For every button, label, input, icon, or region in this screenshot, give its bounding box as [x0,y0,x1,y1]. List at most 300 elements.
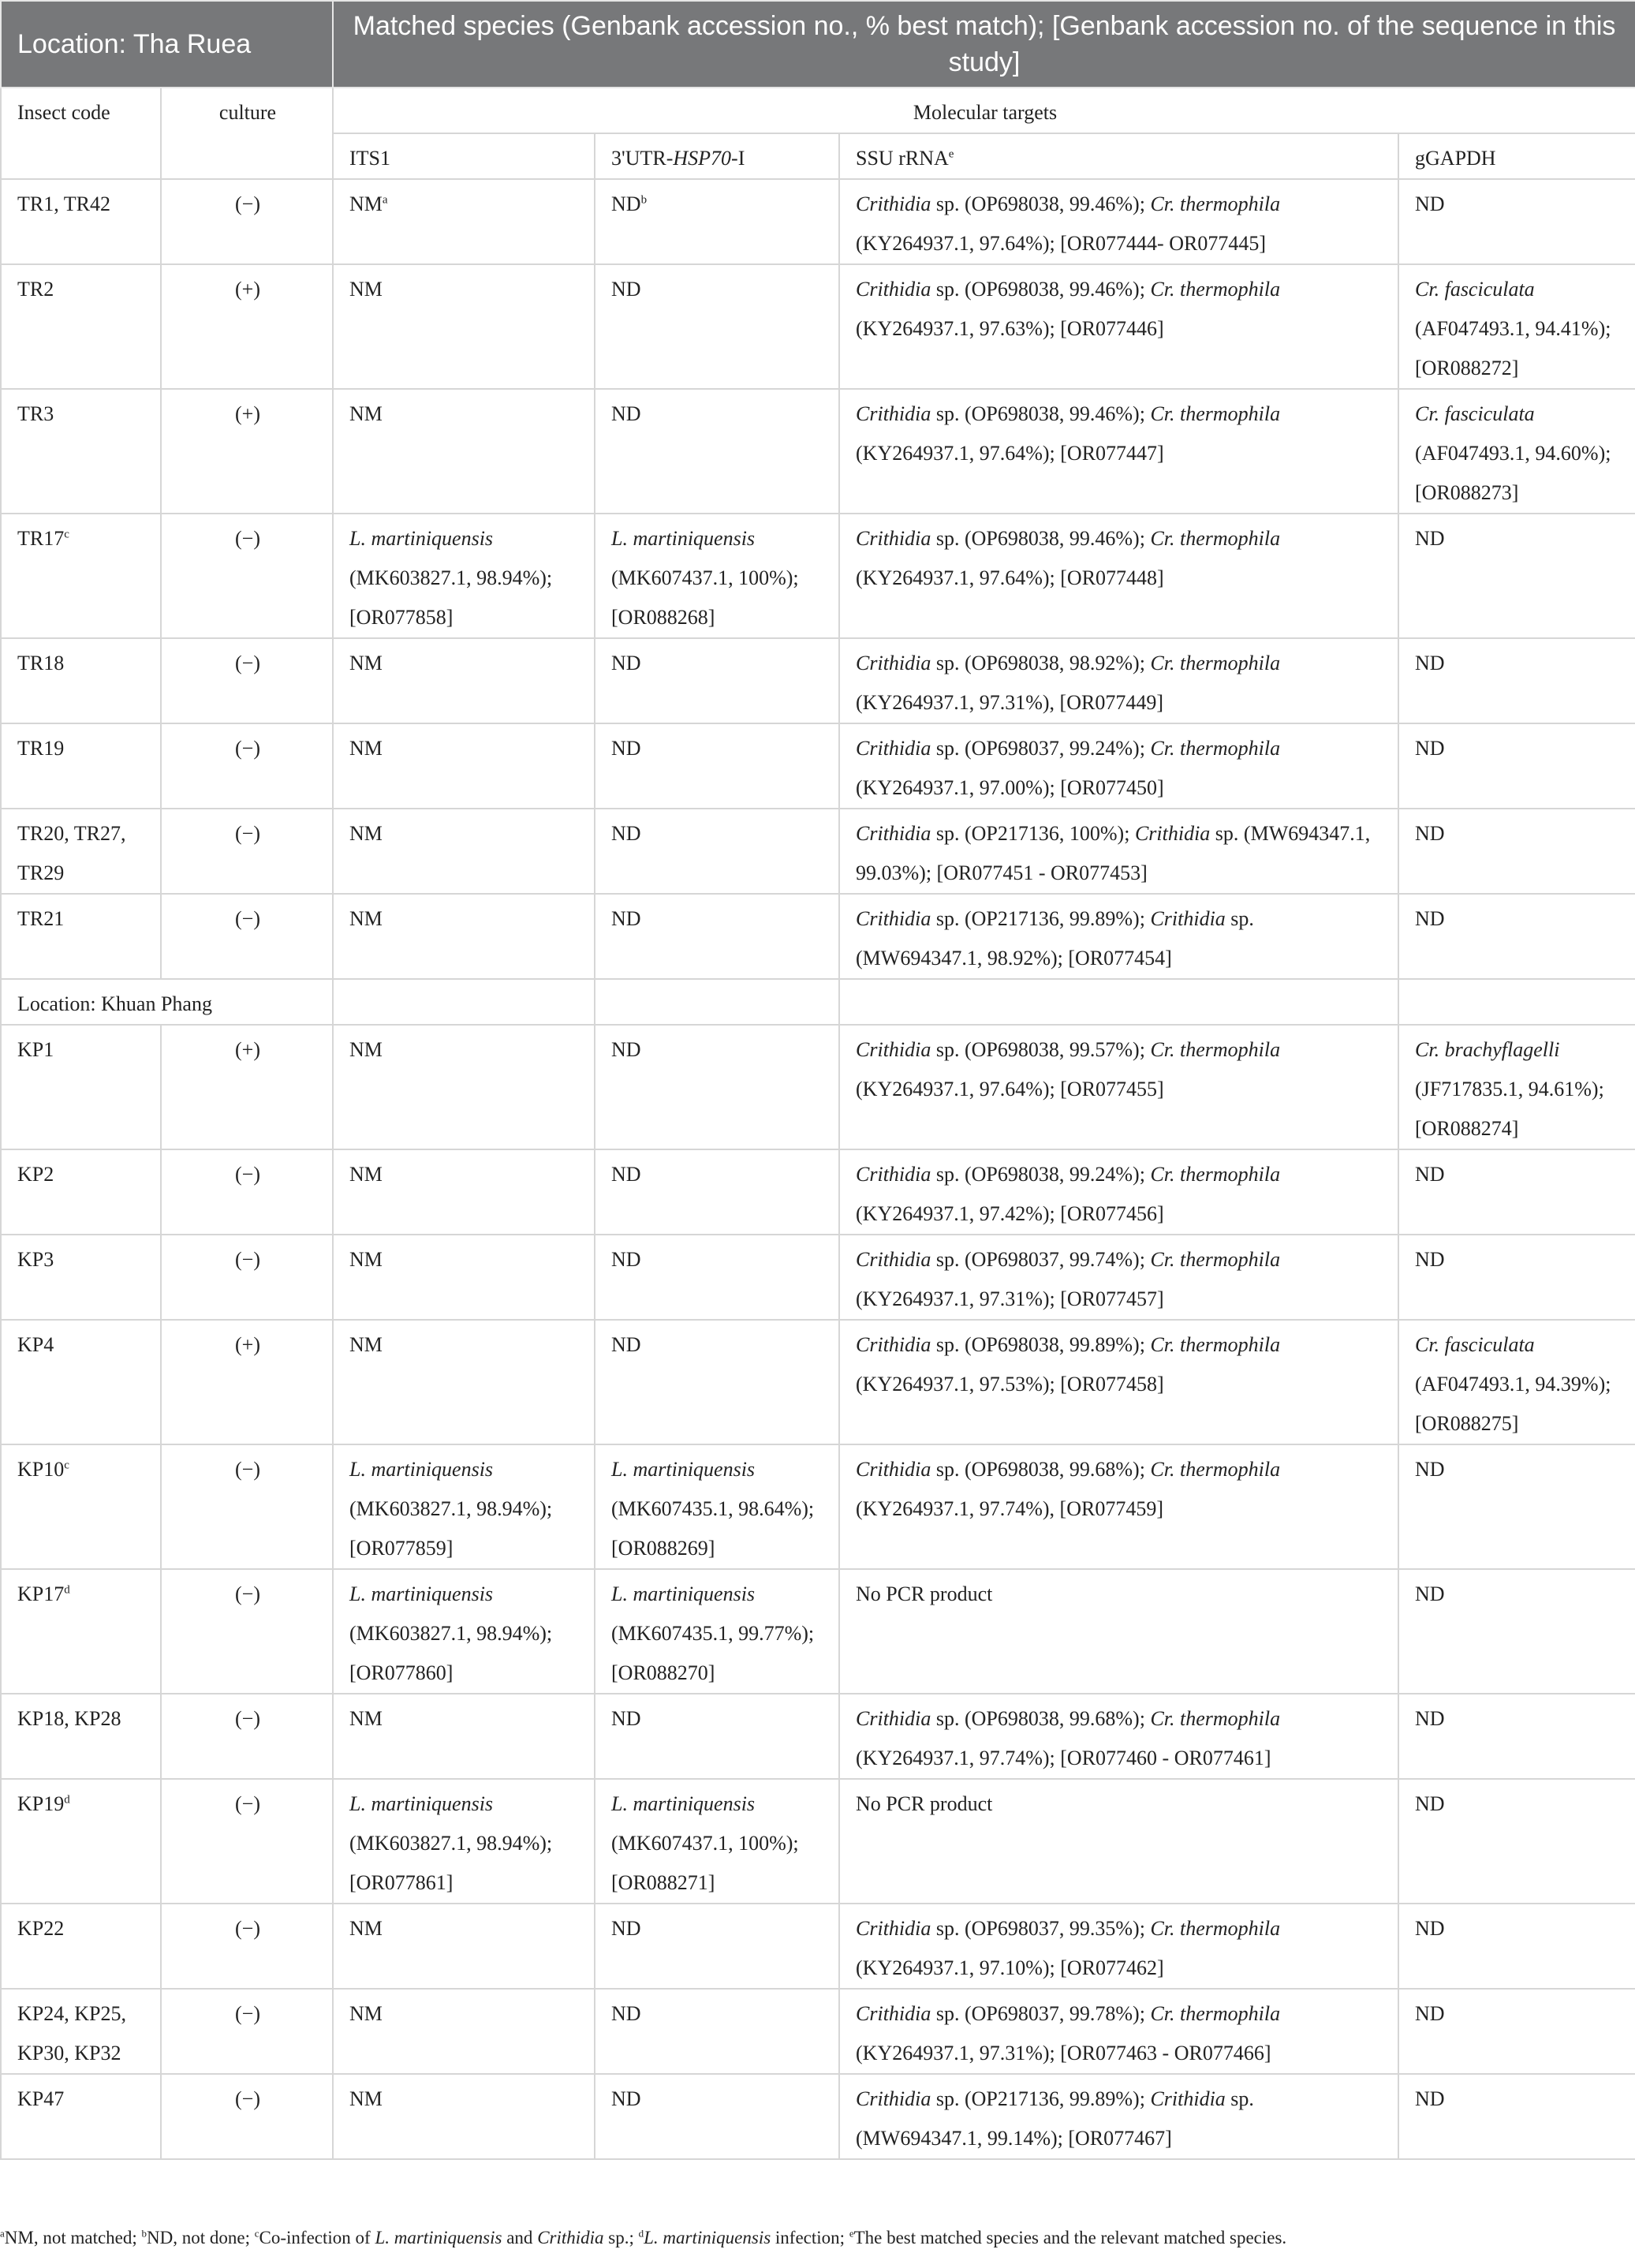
text-segment: ND [1415,737,1445,760]
species-name: Crithidia [856,1707,931,1730]
ssu-rrna-cell [839,1149,1398,1235]
species-name: Cr. fasciculata [1415,402,1535,425]
text-segment: NM [349,192,383,215]
text-segment: NM [349,822,383,845]
utr-cell [595,1989,839,2074]
insect-code: KP4 [17,1333,54,1356]
species-name: Crithidia [856,527,931,550]
insect-code: TR17 [17,527,65,550]
species-name: Cr. thermophila [1150,1458,1281,1481]
insect-code-cell [1,179,161,264]
culture-cell: (−) [161,1235,333,1320]
text-segment: ND [1415,652,1445,674]
ssu-rrna-header [839,133,1398,179]
species-name: L. martiniquensis [611,1458,756,1481]
insect-code: TR21 [17,907,65,930]
insect-code: KP1 [17,1038,54,1061]
text-segment: sp. (OP698037, 99.35%); [931,1917,1151,1940]
species-name: L. martiniquensis [349,527,494,550]
culture-cell: (−) [161,638,333,723]
text-segment: (KY264937.1, 97.63%); [OR077446] [856,317,1164,340]
text-segment: ND [1415,1917,1445,1940]
insect-code: KP2 [17,1163,54,1186]
species-name: Crithidia [856,1458,931,1481]
ssu-rrna-cell [839,1904,1398,1989]
its1-cell [333,1444,595,1569]
table-row [1,809,1635,894]
ggapdh-cell [1398,1569,1635,1694]
ggapdh-cell [1398,1779,1635,1904]
text-segment: (MK607435.1, 99.77%); [OR088270] [611,1622,815,1684]
text-segment: (KY264937.1, 97.64%); [OR077455] [856,1078,1164,1100]
its1-cell [333,1694,595,1779]
species-name: L. martiniquensis [611,1792,756,1815]
ggapdh-cell [1398,1320,1635,1444]
species-name: Cr. thermophila [1150,737,1281,760]
text-segment: sp. (OP698038, 99.57%); [931,1038,1151,1061]
insect-code-cell [1,1149,161,1235]
culture-cell: (−) [161,1904,333,1989]
insect-code-cell [1,894,161,979]
insect-code: TR2 [17,278,54,301]
species-name: Crithidia [856,2087,931,2110]
utr-cell [595,894,839,979]
text-segment: ND [611,2087,641,2110]
culture-cell: (−) [161,809,333,894]
text-segment: sp. (OP698038, 99.46%); [931,402,1151,425]
text-segment: ND [1415,1792,1445,1815]
its1-cell [333,1235,595,1320]
text-segment: (KY264937.1, 97.00%); [OR077450] [856,776,1164,799]
ssu-rrna-cell [839,809,1398,894]
text-segment: ND [1415,1707,1445,1730]
text-segment: ND [1415,907,1445,930]
table-row [1,2074,1635,2159]
ssu-footnote-mark: e [948,148,954,161]
insect-code: KP18, KP28 [17,1707,121,1730]
text-segment: ND [611,1163,641,1186]
text-segment: sp. (OP698038, 99.68%); [931,1458,1151,1481]
its1-header: ITS1 [333,133,595,179]
utr-cell [595,723,839,809]
text-segment: NM [349,737,383,760]
footnote-mark: e [849,2227,854,2240]
insect-code: KP19 [17,1792,65,1815]
ssu-rrna-cell [839,1694,1398,1779]
insect-code: KP3 [17,1248,54,1271]
ggapdh-header: gGAPDH [1398,133,1635,179]
culture-cell: (−) [161,723,333,809]
utr-cell [595,1149,839,1235]
footnote-mark: d [638,2227,644,2240]
ssu-rrna-cell [839,1989,1398,2074]
text-segment: ND [1415,527,1445,550]
text-segment: sp. (OP698037, 99.74%); [931,1248,1151,1271]
table-row [1,1320,1635,1444]
insect-code: TR1, TR42 [17,192,110,215]
table-row [1,1149,1635,1235]
ggapdh-cell [1398,1989,1635,2074]
ggapdh-cell [1398,809,1635,894]
text-segment: sp. (OP698038, 99.46%); [931,278,1151,301]
text-segment: ND [611,1707,641,1730]
its1-cell [333,389,595,514]
species-name: Crithidia [1134,822,1211,845]
ggapdh-cell [1398,1149,1635,1235]
table-row [1,264,1635,389]
its1-cell [333,1149,595,1235]
utr-hsp70-header [595,133,839,179]
insect-code-cell [1,1904,161,1989]
location-header: Location: Tha Ruea [1,1,333,88]
text-segment: (MK607435.1, 98.64%); [OR088269] [611,1497,815,1560]
species-name: Cr. thermophila [1150,2002,1281,2025]
table-row [1,1235,1635,1320]
footnote-mark: b [640,193,648,207]
text-segment: NM [349,402,383,425]
its1-cell [333,638,595,723]
species-name: Crithidia [1150,2087,1226,2110]
utr-cell [595,514,839,638]
its1-cell [333,894,595,979]
text-segment: ND [1415,2002,1445,2025]
table-row [1,1779,1635,1904]
species-name: Cr. brachyflagelli [1415,1038,1560,1061]
footnote-mark: d [64,1793,70,1807]
text-segment: and [502,2228,538,2247]
ssu-rrna-cell [839,1444,1398,1569]
species-name: Crithidia [856,907,931,930]
its1-cell [333,1779,595,1904]
ssu-rrna-cell [839,514,1398,638]
text-segment: NM [349,278,383,301]
empty-cell [333,979,595,1025]
species-name: Crithidia [537,2228,604,2247]
text-segment: sp. (OP698038, 99.89%); [931,1333,1151,1356]
insect-code-cell [1,809,161,894]
text-segment: ND [1415,822,1445,845]
text-segment: ND [1415,2087,1445,2110]
text-segment: NM [349,652,383,674]
culture-cell: (−) [161,2074,333,2159]
text-segment: NM [349,1038,383,1061]
text-segment: ND [611,822,641,845]
species-name: L. martiniquensis [611,527,756,550]
its1-cell [333,723,595,809]
location-section-label: Location: Khuan Phang [1,979,333,1025]
table-row [1,1025,1635,1149]
ggapdh-cell [1398,638,1635,723]
culture-cell: (+) [161,389,333,514]
table-row [1,1694,1635,1779]
species-name: Cr. thermophila [1150,1917,1281,1940]
utr-cell [595,2074,839,2159]
text-segment: ND, not done; [147,2228,255,2247]
ggapdh-cell [1398,514,1635,638]
ggapdh-cell [1398,1025,1635,1149]
insect-code: KP10 [17,1458,65,1481]
insect-code-cell [1,1444,161,1569]
insect-code: TR20, TR27, TR29 [17,822,126,884]
text-segment: sp. (OP698038, 99.46%); [931,527,1151,550]
species-name: L. martiniquensis [349,1582,494,1605]
insect-code-cell [1,1779,161,1904]
text-segment: NM [349,907,383,930]
text-segment: NM [349,1163,383,1186]
ssu-rrna-cell [839,638,1398,723]
ssu-label: SSU rRNA [856,147,949,170]
species-name: Crithidia [856,1038,931,1061]
text-segment: (MK607437.1, 100%); [OR088268] [611,566,799,629]
utr-cell [595,809,839,894]
table-row [1,1904,1635,1989]
insect-code-cell [1,723,161,809]
text-segment: (AF047493.1, 94.60%); [OR088273] [1415,442,1611,504]
footnote-mark: c [254,2227,259,2240]
text-segment: ND [1415,1582,1445,1605]
culture-cell: (−) [161,894,333,979]
species-name: Cr. thermophila [1150,1163,1281,1186]
text-segment: (KY264937.1, 97.74%), [OR077459] [856,1497,1163,1520]
footnote-mark: d [64,1583,70,1597]
insect-code-cell [1,1989,161,2074]
matched-species-header: Matched species (Genbank accession no., % best match); [Genbank accession no. of the sequence in this study] [333,1,1635,88]
text-segment: infection; [771,2228,849,2247]
ssu-rrna-cell [839,2074,1398,2159]
culture-cell: (−) [161,1779,333,1904]
ssu-rrna-cell [839,1235,1398,1320]
utr-prefix: 3'UTR- [611,147,674,170]
table-row [1,1989,1635,2074]
table-row [1,1569,1635,1694]
insect-code: KP47 [17,2087,65,2110]
utr-cell [595,1444,839,1569]
utr-gene: HSP70 [673,147,732,170]
empty-cell [595,979,839,1025]
species-name: Crithidia [856,402,931,425]
utr-cell [595,179,839,264]
culture-cell: (−) [161,514,333,638]
ssu-rrna-cell [839,1025,1398,1149]
text-segment: (MK603827.1, 98.94%); [OR077859] [349,1497,553,1560]
utr-cell [595,1235,839,1320]
species-name: Cr. thermophila [1150,1333,1281,1356]
its1-cell [333,2074,595,2159]
ssu-rrna-cell [839,1779,1398,1904]
insect-code: TR18 [17,652,65,674]
species-name: Crithidia [856,652,931,674]
empty-cell [1398,979,1635,1025]
its1-cell [333,264,595,389]
species-name: Crithidia [856,737,931,760]
species-name: Crithidia [856,1248,931,1271]
text-segment: (KY264937.1, 97.53%); [OR077458] [856,1373,1164,1396]
species-name: Cr. fasciculata [1415,278,1535,301]
utr-cell [595,638,839,723]
utr-cell [595,1694,839,1779]
species-name: Cr. thermophila [1150,527,1281,550]
footnote-mark: b [141,2227,147,2240]
utr-suffix: -I [731,147,745,170]
species-name: Cr. thermophila [1150,402,1281,425]
text-segment: ND [611,192,641,215]
culture-cell: (−) [161,1694,333,1779]
ssu-rrna-cell [839,264,1398,389]
text-segment: ND [611,2002,641,2025]
ggapdh-cell [1398,2074,1635,2159]
table-row [1,638,1635,723]
species-name: L. martiniquensis [349,1458,494,1481]
insect-code-cell [1,1025,161,1149]
ssu-rrna-cell [839,894,1398,979]
culture-cell: (+) [161,264,333,389]
text-segment: No PCR product [856,1582,993,1605]
species-name: Cr. thermophila [1150,1038,1281,1061]
utr-cell [595,1904,839,1989]
ggapdh-cell [1398,1444,1635,1569]
ssu-rrna-cell [839,1569,1398,1694]
insect-code-cell [1,389,161,514]
table-row [1,894,1635,979]
insect-code: KP17 [17,1582,65,1605]
text-segment: ND [611,1333,641,1356]
text-segment: (MK607437.1, 100%); [OR088271] [611,1832,799,1894]
its1-cell [333,1569,595,1694]
insect-code-cell [1,1235,161,1320]
culture-cell: (−) [161,1149,333,1235]
text-segment: sp. (OP698038, 98.92%); [931,652,1151,674]
its1-cell [333,514,595,638]
ggapdh-cell [1398,179,1635,264]
its1-cell [333,179,595,264]
empty-cell [839,979,1398,1025]
insect-code: TR19 [17,737,65,760]
footnote-mark: c [64,528,69,541]
text-segment: sp. (OP698038, 99.46%); [931,192,1151,215]
culture-cell: (−) [161,1444,333,1569]
culture-cell: (+) [161,1320,333,1444]
text-segment: ND [611,1917,641,1940]
insect-code-cell [1,638,161,723]
ggapdh-cell [1398,389,1635,514]
text-segment: (KY264937.1, 97.64%); [OR077448] [856,566,1164,589]
species-name: Cr. thermophila [1150,652,1281,674]
its1-cell [333,809,595,894]
text-segment: ND [1415,1458,1445,1481]
text-segment: NM [349,2002,383,2025]
text-segment: (MK603827.1, 98.94%); [OR077858] [349,566,553,629]
text-segment: ND [611,737,641,760]
text-segment: sp. (MW694347.1, 98.92%); [OR077454] [856,907,1254,970]
culture-cell: (+) [161,1025,333,1149]
species-name: Crithidia [856,1163,931,1186]
utr-cell [595,1320,839,1444]
insect-code: KP24, KP25, KP30, KP32 [17,2002,126,2064]
text-segment: (AF047493.1, 94.41%); [OR088272] [1415,317,1611,379]
species-name: Crithidia [856,192,931,215]
insect-code-cell [1,1694,161,1779]
ggapdh-cell [1398,1235,1635,1320]
insect-code-cell [1,1569,161,1694]
text-segment: (MK603827.1, 98.94%); [OR077861] [349,1832,553,1894]
species-name: Crithidia [1150,907,1226,930]
ggapdh-cell [1398,1694,1635,1779]
text-segment: ND [611,1248,641,1271]
footnote-mark: c [64,1459,69,1472]
species-name: Cr. thermophila [1150,192,1281,215]
text-segment: Co-infection of [259,2228,375,2247]
text-segment: (MK603827.1, 98.94%); [OR077860] [349,1622,553,1684]
table-row [1,1444,1635,1569]
location-section-row [1,979,1635,1025]
species-name: Cr. thermophila [1150,1707,1281,1730]
ggapdh-cell [1398,723,1635,809]
text-segment: ND [1415,192,1445,215]
text-segment: sp. (OP698038, 99.24%); [931,1163,1151,1186]
text-segment: sp.; [603,2228,639,2247]
text-segment: (KY264937.1, 97.64%); [OR077447] [856,442,1164,465]
footnote-mark: a [0,2227,5,2240]
culture-cell: (−) [161,1989,333,2074]
text-segment: (KY264937.1, 97.31%); [OR077457] [856,1287,1164,1310]
text-segment: NM [349,1248,383,1271]
table-footnote [0,2224,1635,2252]
ssu-rrna-cell [839,723,1398,809]
insect-code: KP22 [17,1917,65,1940]
text-segment: ND [611,402,641,425]
its1-cell [333,1320,595,1444]
text-segment: ND [1415,1248,1445,1271]
text-segment: NM [349,1333,383,1356]
text-segment: (AF047493.1, 94.39%); [OR088275] [1415,1373,1611,1435]
text-segment: (KY264937.1, 97.10%); [OR077462] [856,1956,1164,1979]
text-segment: sp. (MW694347.1, 99.14%); [OR077467] [856,2087,1254,2150]
table-header-row [1,1,1635,88]
text-segment: ND [611,1038,641,1061]
culture-cell: (−) [161,179,333,264]
text-segment: NM [349,1917,383,1940]
species-name: Crithidia [856,278,931,301]
insect-code-cell [1,514,161,638]
text-segment: (KY264937.1, 97.42%); [OR077456] [856,1202,1164,1225]
species-name: Cr. thermophila [1150,1248,1281,1271]
text-segment: NM [349,2087,383,2110]
ssu-rrna-cell [839,1320,1398,1444]
its1-cell [333,1989,595,2074]
molecular-targets-header: Molecular targets [333,88,1635,133]
culture-header: culture [161,88,333,179]
species-name: Crithidia [856,1333,931,1356]
text-segment: ND [611,907,641,930]
ggapdh-cell [1398,264,1635,389]
text-segment: NM [349,1707,383,1730]
table-row [1,514,1635,638]
species-name: Crithidia [856,2002,931,2025]
text-segment: No PCR product [856,1792,993,1815]
text-segment: NM, not matched; [4,2228,142,2247]
table-row [1,179,1635,264]
utr-cell [595,264,839,389]
utr-cell [595,1779,839,1904]
text-segment: sp. (OP698038, 99.68%); [931,1707,1151,1730]
text-segment: ND [1415,1163,1445,1186]
insect-code-cell [1,2074,161,2159]
insect-code-cell [1,1320,161,1444]
ssu-rrna-cell [839,179,1398,264]
text-segment: ND [611,278,641,301]
insect-code-header: Insect code [1,88,161,179]
its1-cell [333,1025,595,1149]
